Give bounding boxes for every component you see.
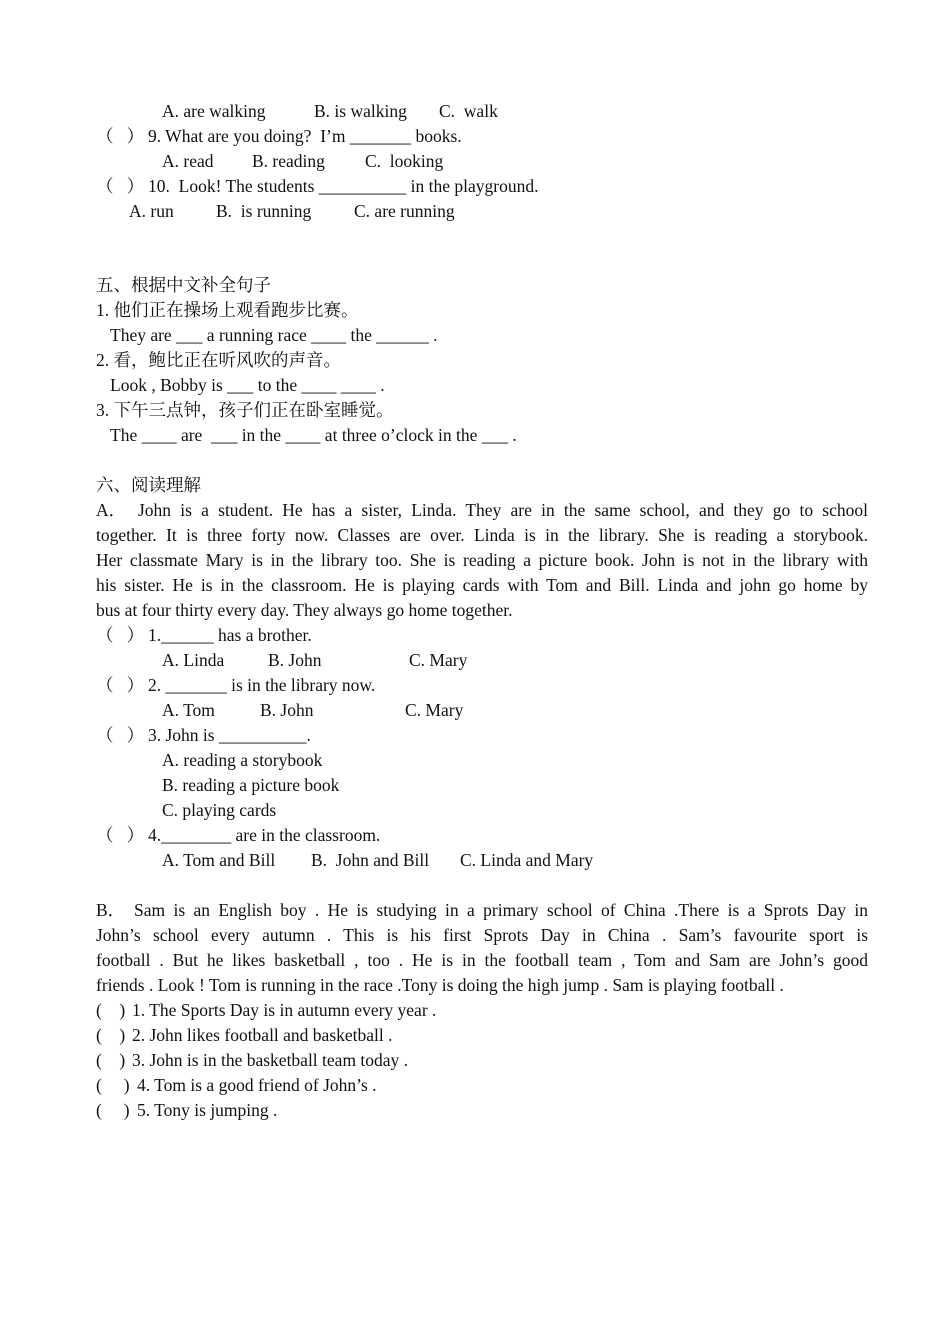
b-s4-statement: 4. Tom is a good friend of John’s .: [137, 1075, 377, 1095]
a-q1-option-a: A. Linda: [162, 650, 225, 670]
q10-option-b: B. is running: [216, 201, 312, 221]
a-q3-option-a: A. reading a storybook: [162, 750, 323, 770]
section6-heading: 六、阅读理解: [96, 475, 201, 495]
passage-a-label: A．: [96, 500, 127, 520]
q10-question: 10. Look! The students __________ in the playground.: [148, 176, 539, 196]
q10-option-c: C. are running: [354, 201, 455, 221]
section5-item2-english: Look , Bobby is ___ to the ____ ____ .: [110, 375, 385, 395]
a-q3-question: 3. John is __________.: [148, 725, 311, 745]
q9-question: 9. What are you doing? I’m _______ books.: [148, 126, 462, 146]
q8-option-b: B. is walking: [314, 101, 407, 121]
a-q1-question: 1.______ has a brother.: [148, 625, 312, 645]
b-s5-statement: 5. Tony is jumping .: [137, 1100, 278, 1120]
a-q4-option-c: C. Linda and Mary: [460, 850, 594, 870]
a-q4-question: 4.________ are in the classroom.: [148, 825, 381, 845]
b-s4-answer-blank[interactable]: ( ): [96, 1075, 130, 1095]
a-q3-option-b: B. reading a picture book: [162, 775, 340, 795]
passage-b-label: B．: [96, 900, 126, 920]
a-q3-answer-blank[interactable]: （ ）: [96, 725, 145, 745]
b-s3-answer-blank[interactable]: ( ): [96, 1050, 126, 1070]
section5-item3-english: The ____ are ___ in the ____ at three o’clock in the ___ .: [110, 425, 517, 445]
passage-b-line-4: friends . Look ! Tom is running in the race .Tony is doing the high jump . Sam is playing football .: [96, 975, 784, 995]
q9-option-b: B. reading: [252, 151, 325, 171]
q10-option-a: A. run: [129, 201, 174, 221]
passage-b-line-1: Sam is an English boy . He is studying in a primary school of China .There is a Sprots Day in: [134, 900, 868, 920]
passage-a-line-2: together. It is three forty now. Classes are over. Linda is in the library. She is reading a storybook.: [96, 525, 868, 545]
q10-answer-blank[interactable]: （ ）: [96, 176, 145, 196]
section5-item1-chinese: 1. 他们正在操场上观看跑步比赛。: [96, 300, 359, 320]
a-q2-option-c: C. Mary: [405, 700, 464, 720]
a-q1-option-b: B. John: [268, 650, 322, 670]
b-s1-statement: 1. The Sports Day is in autumn every year .: [132, 1000, 437, 1020]
a-q4-answer-blank[interactable]: （ ）: [96, 825, 145, 845]
passage-b-line-2: John’s school every autumn . This is his first Sprots Day in China . Sam’s favourite sport is: [96, 925, 868, 945]
a-q2-question: 2. _______ is in the library now.: [148, 675, 376, 695]
passage-a-line-5: bus at four thirty every day. They always go home together.: [96, 600, 513, 620]
a-q2-option-b: B. John: [260, 700, 314, 720]
a-q2-answer-blank[interactable]: （ ）: [96, 675, 145, 695]
section5-heading: 五、根据中文补全句子: [96, 275, 271, 295]
a-q1-answer-blank[interactable]: （ ）: [96, 625, 145, 645]
q9-answer-blank[interactable]: （ ）: [96, 126, 145, 146]
passage-a-line-3: Her classmate Mary is in the library too. She is reading a picture book. John is not in the library with: [96, 550, 868, 570]
section5-item2-chinese: 2. 看，鲍比正在听风吹的声音。: [96, 350, 341, 370]
b-s2-statement: 2. John likes football and basketball .: [132, 1025, 393, 1045]
passage-a-line-1: John is a student. He has a sister, Linda. They are in the same school, and they go to school: [138, 500, 868, 520]
section5-item3-chinese: 3. 下午三点钟，孩子们正在卧室睡觉。: [96, 400, 394, 420]
a-q3-option-c: C. playing cards: [162, 800, 277, 820]
b-s3-statement: 3. John is in the basketball team today .: [132, 1050, 409, 1070]
b-s2-answer-blank[interactable]: ( ): [96, 1025, 126, 1045]
a-q4-option-a: A. Tom and Bill: [162, 850, 276, 870]
b-s5-answer-blank[interactable]: ( ): [96, 1100, 130, 1120]
a-q4-option-b: B. John and Bill: [311, 850, 430, 870]
q9-option-c: C. looking: [365, 151, 444, 171]
q8-option-a: A. are walking: [162, 101, 266, 121]
section5-item1-english: They are ___ a running race ____ the ______ .: [110, 325, 438, 345]
a-q2-option-a: A. Tom: [162, 700, 215, 720]
passage-b-line-3: football . But he likes basketball , too . He is in the football team , Tom and Sam are John’s good: [96, 950, 868, 970]
q8-option-c: C. walk: [439, 101, 498, 121]
q9-option-a: A. read: [162, 151, 214, 171]
a-q1-option-c: C. Mary: [409, 650, 468, 670]
passage-a-line-4: his sister. He is in the classroom. He is playing cards with Tom and Bill. Linda and john go home by: [96, 575, 868, 595]
b-s1-answer-blank[interactable]: ( ): [96, 1000, 126, 1020]
